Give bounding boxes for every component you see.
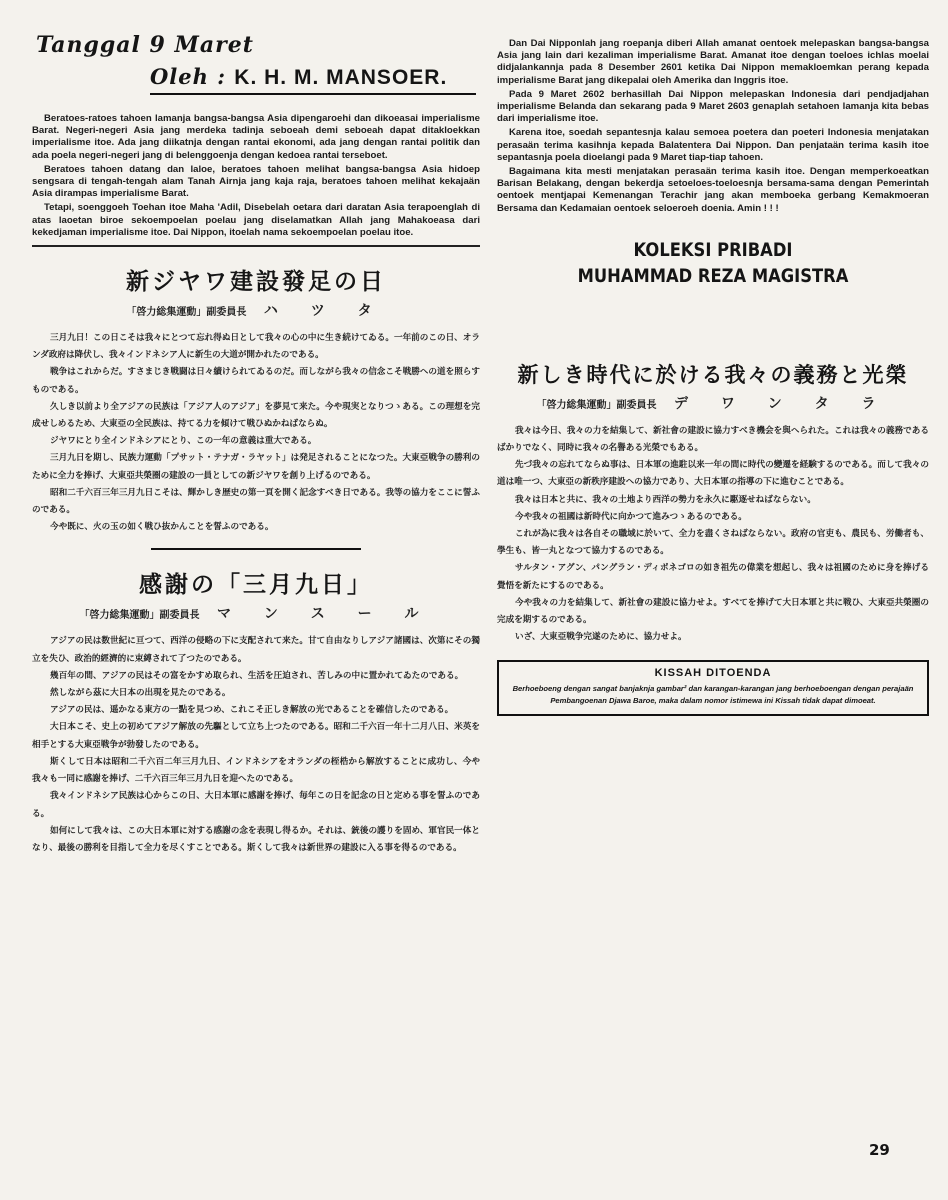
jp-paragraph: 久しき以前より全アジアの民族は「アジア人のアジア」を夢見て来た。今や現実となりつゝある。この理想を完成せしめるため、大東亞の全民族は、持てる力を傾けて戦ひぬかねばならぬ。 — [32, 401, 480, 430]
jp-article-2 — [32, 566, 480, 857]
byline-name: デ ワ ン タ ラ — [673, 395, 890, 412]
notice-box — [497, 660, 929, 716]
jp-article-3-byline — [497, 393, 929, 413]
jp-article-2-byline — [32, 603, 480, 623]
article-author — [150, 64, 480, 90]
jp-paragraph: 昭和二千六百三年三月九日こそは、輝かしき歴史の第一頁を開く記念すべき日である。我等の協力をここに誓ふのである。 — [32, 487, 480, 516]
jp-paragraph: 幾百年の間、アジアの民はその富をかすめ取られ、生活を圧迫され、苦しみの中に置かれてゐたのである。 — [50, 670, 464, 681]
jp-paragraph: 先づ我々の忘れてならぬ事は、日本軍の進駐以来一年の間に時代の變遷を経験するのである。而して我々の道は唯一つ、大東亞の新秩序建設への協力であり、大日本軍の指導の下に進むことである。 — [497, 460, 929, 488]
jp-article-1 — [32, 263, 480, 536]
collection-watermark — [527, 237, 899, 289]
jp-article-3 — [497, 359, 929, 647]
jp-paragraph: 斯くして日本は昭和二千六百二年三月九日、インドネシアをオランダの桎梏から解放することに成功し、今や我々も一同に感謝を捧げ、二千六百三年三月九日を迎へたのである。 — [32, 756, 480, 785]
notice-body: Berhoeboeng dengan sangat banjaknja gambar² dan karangan-karangan jang berhoeboengan dengan perajaän Pembangoenan Djawa Baroe, maka dalam nomor istimewa ini Kissah tidak dapat dimoeat. — [512, 684, 914, 705]
jp-article-2-title: 感謝の「三月九日」 — [139, 571, 373, 599]
jp-paragraph: 今や我々の力を結集して、新社會の建設に協力せよ。すべてを捧げて大日本軍と共に戦ひ、大東亞共榮圏の完成を期するのである。 — [497, 597, 929, 626]
article-paragraph: Pada 9 Maret 2602 berhasillah Dai Nippon melepaskan Indonesia dari pendjadjahan imperialisme Belanda dan sekarang pada 9 Maret 2603 genaplah setahoen lamanja kita bebas dari imperialisme itoe. — [497, 88, 929, 125]
jp-paragraph: 如何にして我々は、この大日本軍に対する感謝の念を表現し得るか。それは、銃後の護りを固め、軍官民一体となり、最後の勝利を目指して全力を尽くすことである。斯くして我々は新世界の建設に入る事を得るのである。 — [32, 825, 480, 853]
byline-role: 「啓力総集運動」副委員長 — [126, 307, 247, 319]
right-column — [497, 38, 929, 716]
author-prefix: Oleh : — [150, 64, 226, 89]
divider — [151, 548, 361, 550]
jp-article-3-title: 新しき時代に於ける我々の義務と光榮 — [517, 361, 909, 387]
jp-article-2-body — [32, 633, 480, 857]
jp-paragraph: ジヤワにとり全インドネシアにとり、この一年の意義は重大である。 — [50, 436, 317, 447]
article-paragraph: Tetapi, soenggoeh Toehan itoe Maha 'Adil, Disebelah oetara dari daratan Asia terapoenglah di atas laoetan biroe sekoempoelan poelau jang diselamatkan Allah jang Mahakoeasa dari kekedjaman imperialisme itoe. Dai Nippon, itoelah nama sekoempoelan poelau itoe. — [32, 202, 480, 238]
article-paragraph: Beratoes-ratoes tahoen lamanja bangsa-bangsa Asia dipengaroehi dan dikoeasai imperialisme Barat. Negeri-negeri Asia jang merdeka tadinja seboeah demi seboeah dapat ditakloekkan imperialisme itoe. Ada jang diikatnja dengan rantai ekonomi, ada jang dengan rantai politik dan ada poela negeri-negeri jang di belenggoenja dengan kedoea rantai terseboet. — [32, 113, 480, 161]
jp-article-1-body — [32, 330, 480, 536]
watermark-line: KOLEKSI PRIBADI — [633, 238, 793, 261]
byline-name: マ ン ス ー ル — [216, 606, 433, 623]
indonesian-article-left — [32, 113, 480, 239]
page-number: 29 — [869, 1141, 890, 1159]
jp-paragraph: アジアの民は、遥かなる東方の一點を見つめ、これこそ正しき解放の光であることを確信したのである。 — [50, 705, 454, 716]
notice-title: KISSAH DITOENDA — [654, 667, 772, 680]
jp-paragraph: 我々は日本と共に、我々の土地より西洋の勢力を永久に駆逐せねばならない。 — [515, 494, 816, 505]
divider — [32, 245, 480, 247]
author-underline — [150, 93, 476, 95]
jp-paragraph: 我々インドネシア民族は心からこの日、大日本軍に感謝を捧げ、毎年この日を記念の日と定める事を誓ふのである。 — [32, 791, 480, 819]
jp-article-1-byline — [32, 300, 480, 320]
article-paragraph: Dan Dai Nipponlah jang roepanja diberi Allah amanat oentoek melepaskan bangsa-bangsa Asia jang lain dari kezaliman imperialisme Barat. Amanat itoe dengan toeloes ichlas moelai didjalankannja pada 8 Desember 2601 ketika Dai Nippon memakloemkan perang kepada imperialisme Barat jang dikepalai oleh Amerika dan Inggris itoe. — [497, 38, 929, 86]
watermark-line: MUHAMMAD REZA MAGISTRA — [577, 264, 849, 287]
author-name: K. H. M. MANSOER. — [234, 66, 448, 89]
jp-article-3-body — [497, 423, 929, 647]
byline-role: 「啓力総集運動」副委員長 — [536, 399, 657, 411]
jp-paragraph: 大日本こそ、史上の初めてアジア解放の先驅として立ち上つたのである。昭和二千六百一年十二月八日、米英を相手とする大東亞戦争が勃發したのである。 — [32, 722, 480, 750]
indonesian-article-right — [497, 38, 929, 215]
jp-article-1-title: 新ジヤワ建設發足の日 — [126, 268, 386, 296]
article-paragraph: Bagaimana kita mesti menjatakan perasaän terima kasih itoe. Dengan memperkoeatkan Barisan Belakang, dengan bekerdja setoeloes-toeloesnja bersama-sama dengan Pemerintah oentoek mentjapai Kemenangan Terachir jang akan memboeka gerbang Kemakmoeran Bersama dan Kedamaian oentoek seloeroeh doenia. Amin ! ! ! — [497, 166, 929, 214]
jp-paragraph: 然しながら茲に大日本の出現を見たのである。 — [50, 688, 231, 699]
byline-role: 「啓力総集運動」副委員長 — [79, 610, 200, 622]
byline-name: ハ ツ タ — [263, 303, 386, 320]
left-column — [32, 32, 480, 857]
jp-paragraph: 戦争はこれからだ。すさまじき戦闘は日々續けられてゐるのだ。而しながら我々の信念こそ戦勝への道を照らすものである。 — [32, 367, 480, 395]
jp-paragraph: 三月九日を期し、民族力運動「プサット・テナガ・ラヤット」は発足されることになつた。大東亞戦争の勝利のために全力を捧げ、大東亞共榮圏の建設の一員としての新ジヤワを創り上げるのである。 — [32, 453, 480, 481]
jp-paragraph: 我々は今日、我々の力を結集して、新社會の建設に協力すべき機会を與へられた。これは我々の義務であるばかりでなく、同時に我々の名譽ある光榮でもある。 — [497, 425, 929, 454]
jp-paragraph: これが為に我々は各自その職域に於いて、全力を盡くさねばならない。政府の官吏も、農民も、労働者も、學生も、皆一丸となつて協力するのである。 — [497, 529, 929, 557]
article-date: Tanggal 9 Maret — [36, 32, 254, 58]
article-paragraph: Beratoes tahoen datang dan laloe, beratoes tahoen melihat bangsa-bangsa Asia hidoep sengsara di tengah-tengah alam Tanah Airnja jang kaja raja, beratoes tahoen melihat kekajaän Asia dirampas imperialisme Barat. — [32, 163, 480, 200]
jp-paragraph: いざ、大東亞戦争完遂のために、協力せよ。 — [515, 632, 687, 643]
jp-paragraph: 三月九日！この日こそは我々にとつて忘れ得ぬ日として我々の心の中に生き続けてゐる。一年前のこの日、オランダ政府は降伏し、我々インドネシア人に新生の大道が開かれたのである。 — [32, 333, 480, 361]
article-paragraph: Karena itoe, soedah sepantesnja kalau semoea poetera dan poeteri Indonesia menjatakan perasaän terima kasihnja kepada Balatentera Dai Nippon. Dan penjataän terima kasih itoe sepantasnja poela dioelangi pada 9 Maret tiap-tiap tahoen. — [497, 127, 929, 163]
jp-paragraph: アジアの民は数世紀に亘つて、西洋の侵略の下に支配されて来た。甘て自由なりしアジア諸國は、次第にその獨立を失ひ、政治的經濟的に束縛されて了つたのである。 — [32, 636, 480, 664]
jp-paragraph: 今や既に、火の玉の如く戦ひ抜かんことを誓ふのである。 — [50, 522, 274, 533]
jp-paragraph: 今や我々の祖國は新時代に向かつて進みつゝあるのである。 — [515, 511, 747, 522]
jp-paragraph: サルタン・アグン、パングラン・ディポネゴロの如き祖先の偉業を想起し、我々は祖國のために身を捧げる覺悟を新たにするのである。 — [497, 563, 929, 591]
